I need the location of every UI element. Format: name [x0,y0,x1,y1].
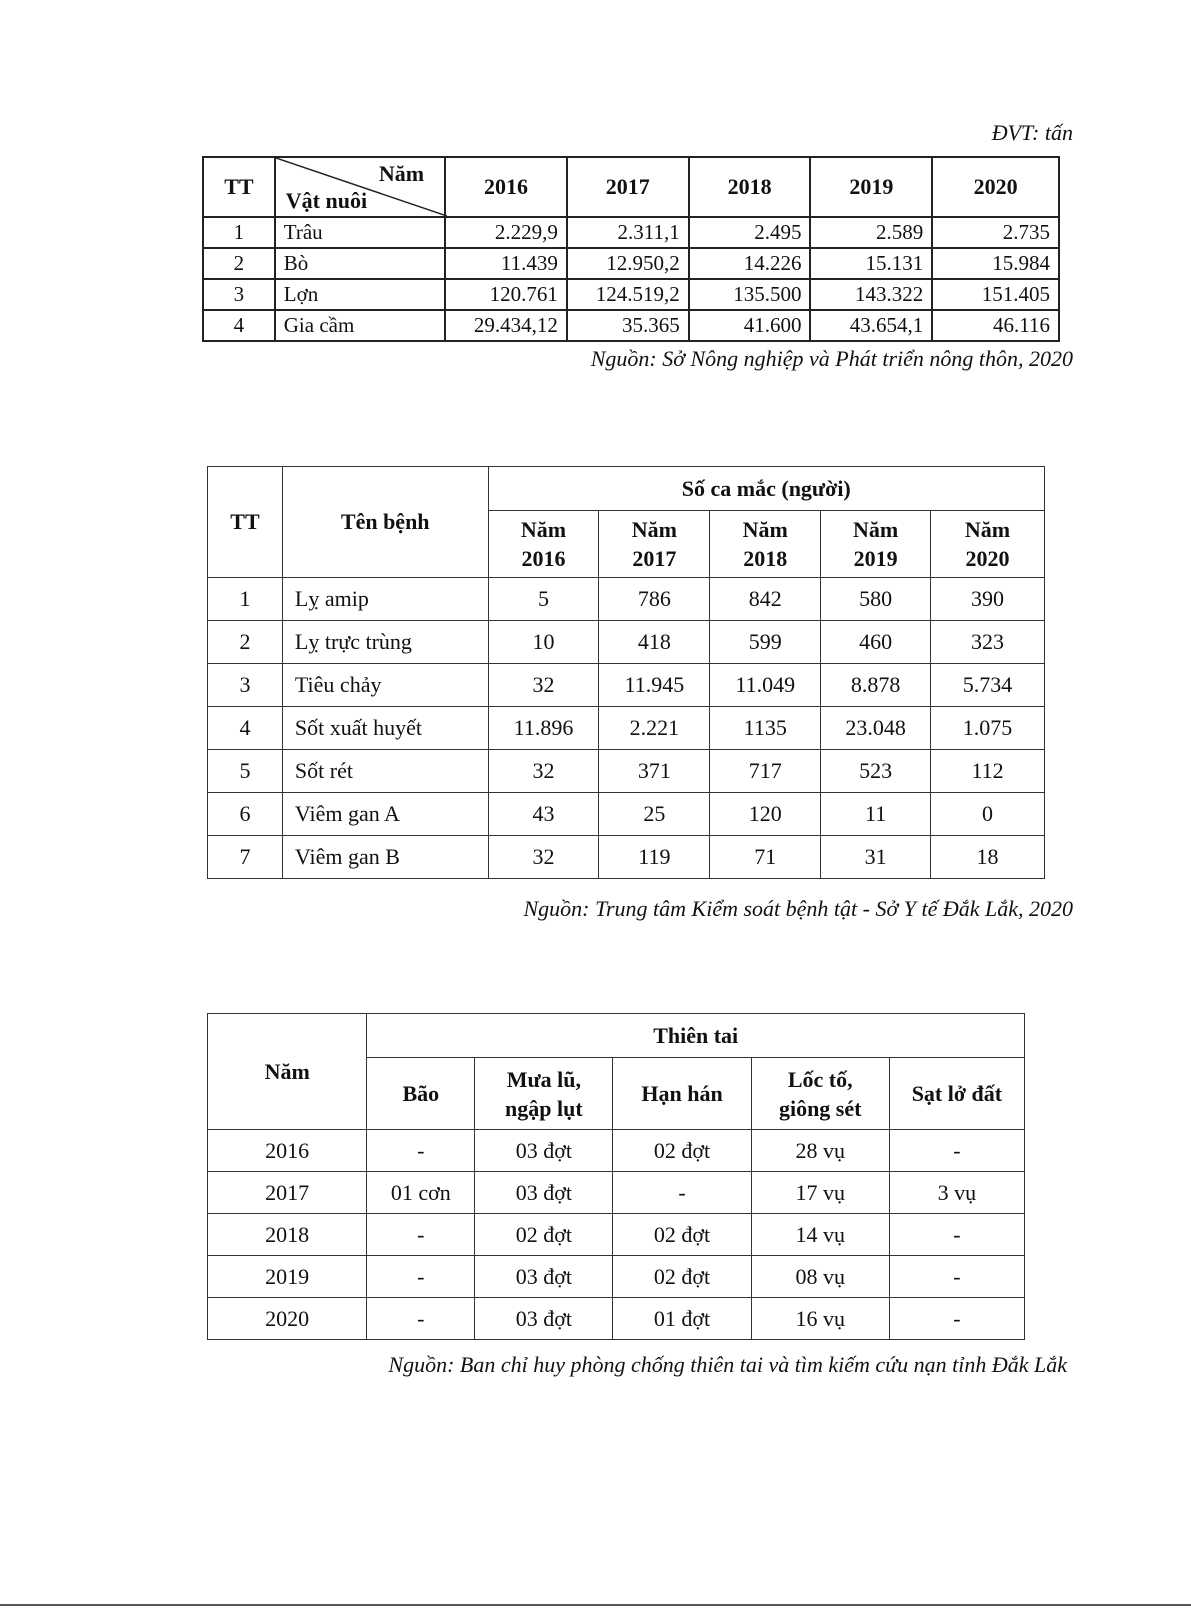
value-cell: 2.229,9 [445,217,567,248]
table-row [208,836,1045,879]
value-cell: 11.049 [710,664,821,707]
table-row [208,1256,1025,1298]
value-cell: 01 cơn [367,1172,475,1214]
row-index: 7 [208,836,283,879]
row-index: 3 [208,664,283,707]
row-index: 1 [208,578,283,621]
year-header: Năm 2019 [821,511,931,578]
value-cell: 1135 [710,707,821,750]
disease-name: Lỵ trực trùng [282,621,488,664]
value-cell: - [889,1130,1024,1172]
value-cell: 124.519,2 [567,279,689,310]
value-cell: 32 [488,664,599,707]
year-header: Năm 2018 [710,511,821,578]
table-row [208,1298,1025,1340]
table1-source: Nguồn: Sở Nông nghiệp và Phát triển nông thôn, 2020 [590,346,1073,371]
value-cell: 418 [599,621,710,664]
value-cell: 02 đợt [475,1214,613,1256]
disaster-type-header: Sạt lở đất [889,1058,1024,1130]
value-cell: 16 vụ [751,1298,889,1340]
year-cell: 2020 [208,1298,367,1340]
value-cell: 8.878 [821,664,931,707]
row-index: 4 [208,707,283,750]
diagonal-header-cell [275,157,445,217]
value-cell: - [367,1214,475,1256]
value-cell: 2.311,1 [567,217,689,248]
disease-name: Viêm gan B [282,836,488,879]
tt-header: TT [203,157,275,217]
value-cell: 03 đợt [475,1298,613,1340]
value-cell: - [889,1298,1024,1340]
value-cell: 03 đợt [475,1172,613,1214]
value-cell: 43 [488,793,599,836]
table-row [208,1214,1025,1256]
unit-label: ĐVT: tấn [991,120,1073,145]
value-cell: 151.405 [932,279,1059,310]
value-cell: 5 [488,578,599,621]
value-cell: 28 vụ [751,1130,889,1172]
table-row [208,621,1045,664]
natural-disaster-table [207,1013,1025,1340]
value-cell: 390 [931,578,1045,621]
row-index: 6 [208,793,283,836]
value-cell: 03 đợt [475,1256,613,1298]
table-row [203,279,1059,310]
value-cell: - [889,1256,1024,1298]
value-cell: 2.735 [932,217,1059,248]
value-cell: 71 [710,836,821,879]
table-row [208,707,1045,750]
row-index: 4 [203,310,275,341]
value-cell: 0 [931,793,1045,836]
value-cell: 717 [710,750,821,793]
value-cell: 02 đợt [613,1130,751,1172]
value-cell: 08 vụ [751,1256,889,1298]
year-header: 2018 [689,157,811,217]
year-cell: 2019 [208,1256,367,1298]
disaster-type-header: Bão [367,1058,475,1130]
value-cell: 120.761 [445,279,567,310]
year-header: 2019 [810,157,932,217]
row-index: 2 [208,621,283,664]
value-cell: 135.500 [689,279,811,310]
value-cell: 460 [821,621,931,664]
value-cell: 18 [931,836,1045,879]
year-cell: 2016 [208,1130,367,1172]
table-row [208,793,1045,836]
year-header: Năm [208,1014,367,1130]
year-cell: 2017 [208,1172,367,1214]
disease-name-header: Tên bệnh [282,467,488,578]
disease-name: Viêm gan A [282,793,488,836]
value-cell: - [367,1130,475,1172]
value-cell: 786 [599,578,710,621]
value-cell: 41.600 [689,310,811,341]
value-cell: 14 vụ [751,1214,889,1256]
value-cell: 02 đợt [613,1214,751,1256]
table-header-row [208,1014,1025,1058]
value-cell: 5.734 [931,664,1045,707]
value-cell: 10 [488,621,599,664]
value-cell: 31 [821,836,931,879]
disaster-type-header: Mưa lũ, ngập lụt [475,1058,613,1130]
row-index: 2 [203,248,275,279]
year-header: 2017 [567,157,689,217]
row-index: 5 [208,750,283,793]
table-header-row [203,157,1059,217]
disaster-type-header: Hạn hán [613,1058,751,1130]
disease-name: Tiêu chảy [282,664,488,707]
table-row [208,750,1045,793]
value-cell: - [367,1256,475,1298]
value-cell: - [613,1172,751,1214]
value-cell: 35.365 [567,310,689,341]
disease-name: Sốt xuất huyết [282,707,488,750]
animal-name: Lợn [275,279,445,310]
value-cell: 25 [599,793,710,836]
value-cell: 11 [821,793,931,836]
year-header: 2016 [445,157,567,217]
value-cell: 1.075 [931,707,1045,750]
value-cell: 14.226 [689,248,811,279]
table-row [208,578,1045,621]
year-cell: 2018 [208,1214,367,1256]
table-row [208,1130,1025,1172]
animal-name: Trâu [275,217,445,248]
year-header: Năm 2020 [931,511,1045,578]
value-cell: 03 đợt [475,1130,613,1172]
disease-name: Lỵ amip [282,578,488,621]
row-index: 1 [203,217,275,248]
value-cell: 143.322 [810,279,932,310]
table-row [208,664,1045,707]
value-cell: 599 [710,621,821,664]
row-index: 3 [203,279,275,310]
animal-name: Bò [275,248,445,279]
year-header: 2020 [932,157,1059,217]
tt-header: TT [208,467,283,578]
disease-name: Sốt rét [282,750,488,793]
value-cell: 23.048 [821,707,931,750]
table-row [208,1172,1025,1214]
year-header: Năm 2017 [599,511,710,578]
value-cell: 15.131 [810,248,932,279]
page-bottom-rule [0,1604,1191,1606]
value-cell: 46.116 [932,310,1059,341]
disease-cases-table [207,466,1045,879]
disaster-type-header: Lốc tố, giông sét [751,1058,889,1130]
year-header: Năm 2016 [488,511,599,578]
value-cell: 112 [931,750,1045,793]
cases-group-header: Số ca mắc (người) [488,467,1044,511]
value-cell: 371 [599,750,710,793]
livestock-table [202,156,1060,342]
table-row [203,217,1059,248]
value-cell: 523 [821,750,931,793]
value-cell: 3 vụ [889,1172,1024,1214]
value-cell: 43.654,1 [810,310,932,341]
table-row [203,248,1059,279]
value-cell: 842 [710,578,821,621]
value-cell: 17 vụ [751,1172,889,1214]
table-row [203,310,1059,341]
value-cell: 15.984 [932,248,1059,279]
value-cell: 11.945 [599,664,710,707]
value-cell: 580 [821,578,931,621]
value-cell: 119 [599,836,710,879]
value-cell: 32 [488,750,599,793]
table3-source: Nguồn: Ban chỉ huy phòng chống thiên tai và tìm kiếm cứu nạn tỉnh Đắk Lắk [388,1352,1067,1377]
value-cell: 01 đợt [613,1298,751,1340]
value-cell: 120 [710,793,821,836]
value-cell: 2.495 [689,217,811,248]
table-header-row [208,467,1045,511]
table2-source: Nguồn: Trung tâm Kiểm soát bệnh tật - Sở Y tế Đắk Lắk, 2020 [523,896,1073,921]
value-cell: 29.434,12 [445,310,567,341]
value-cell: 32 [488,836,599,879]
year-axis-label: Năm [378,161,425,186]
value-cell: 11.896 [488,707,599,750]
value-cell: 12.950,2 [567,248,689,279]
value-cell: 11.439 [445,248,567,279]
disaster-group-header: Thiên tai [367,1014,1025,1058]
animal-name: Gia cầm [275,310,445,341]
value-cell: 323 [931,621,1045,664]
value-cell: - [889,1214,1024,1256]
value-cell: 2.221 [599,707,710,750]
animal-axis-label: Vật nuôi [285,188,368,213]
value-cell: 2.589 [810,217,932,248]
value-cell: - [367,1298,475,1340]
value-cell: 02 đợt [613,1256,751,1298]
